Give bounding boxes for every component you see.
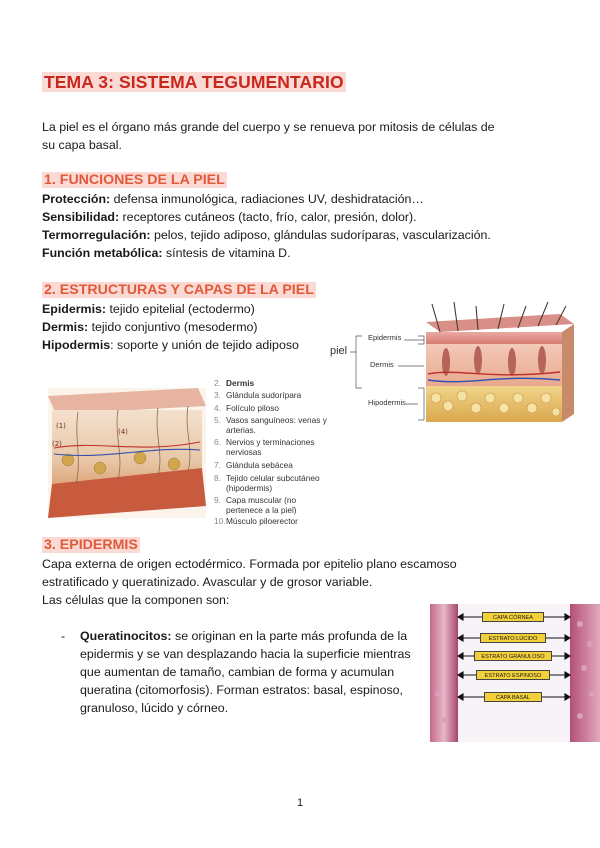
section-1-heading: 1. FUNCIONES DE LA PIEL [44, 172, 225, 188]
skin-layers-illustration [328, 300, 580, 426]
skin-cross-section-illustration [48, 388, 206, 518]
legend-item: pertenece a la piel) [226, 505, 297, 515]
strata-label: ESTRATO ESPINOSO [476, 670, 550, 680]
legend-item: 5. Vasos sanguíneos: venas y [214, 415, 327, 425]
svg-text:(1): (1) [56, 422, 66, 430]
svg-text:(4): (4) [118, 428, 128, 436]
function-item: Sensibilidad: receptores cutáneos (tacto, frío, calor, presión, dolor). [42, 210, 417, 224]
epidermis-text-line: estratificado y queratinizado. Avascular y de grosor variable. [42, 575, 373, 589]
legend-item: 4. Folículo piloso [214, 403, 280, 413]
layer-item: Hipodermis: soporte y unión de tejido adiposo [42, 338, 299, 352]
svg-text:(2): (2) [52, 440, 62, 448]
bullet-line: Queratinocitos: se originan en la parte más profunda de la [80, 629, 408, 643]
legend-item: 3. Glándula sudorípara [214, 390, 302, 400]
legend-item: nerviosas [226, 447, 262, 457]
legend-item: 6. Nervios y terminaciones [214, 437, 315, 447]
diagram-label-piel: piel [330, 345, 348, 357]
section-2-heading: 2. ESTRUCTURAS Y CAPAS DE LA PIEL [44, 282, 314, 298]
legend-item: arterias. [226, 425, 256, 435]
bullet-line: queratina (citomorfosis). Forman estratos: basal, espinoso, [80, 683, 403, 697]
function-item: Función metabólica: síntesis de vitamina D. [42, 246, 291, 260]
diagram-label-dermis: Dermis [370, 360, 394, 369]
epidermis-text-line: Las células que la componen son: [42, 593, 230, 607]
legend-item: 2. Dermis [214, 378, 255, 388]
page-title: TEMA 3: SISTEMA TEGUMENTARIO [44, 72, 344, 92]
layer-item: Epidermis: tejido epitelial (ectodermo) [42, 302, 255, 316]
strata-label: CAPA BASAL [484, 692, 542, 702]
strata-label: ESTRATO LÚCIDO [480, 633, 546, 643]
bullet-line: que aumentan de tamaño, cambian de forma y acumulan [80, 665, 395, 679]
intro-line-2: su capa basal. [42, 138, 122, 152]
epidermis-text-line: Capa externa de origen ectodérmico. Formada por epitelio plano escamoso [42, 557, 457, 571]
epidermis-strata-figure [430, 604, 600, 742]
legend-item: 10.Músculo piloerector [214, 516, 298, 526]
section-3-heading: 3. EPIDERMIS [44, 537, 138, 553]
page-number: 1 [296, 797, 304, 809]
diagram-label-epidermis: Epidermis [368, 333, 402, 342]
bullet-line: epidermis y se van desplazando hacia la superficie mientras [80, 647, 411, 661]
strata-label: ESTRATO GRANULOSO [474, 651, 552, 661]
function-item: Protección: defensa inmunológica, radiaciones UV, deshidratación… [42, 192, 424, 206]
legend-item: 9. Capa muscular (no [214, 495, 297, 505]
function-item: Termorregulación: pelos, tejido adiposo, glándulas sudoríparas, vascularización. [42, 228, 491, 242]
legend-item: 8. Tejido celular subcutáneo [214, 473, 320, 483]
bullet-line: granuloso, lúcido y córneo. [80, 701, 229, 715]
intro-line-1: La piel es el órgano más grande del cuerpo y se renueva por mitosis de células de [42, 120, 495, 134]
legend-item: 7. Glándula sebácea [214, 460, 293, 470]
strata-label: CAPA CÓRNEA [482, 612, 544, 622]
skin-cross-section-drawing [48, 388, 206, 518]
legend-item: (hipodermis) [226, 483, 273, 493]
layer-item: Dermis: tejido conjuntivo (mesodermo) [42, 320, 258, 334]
diagram-label-hipodermis: Hipodermis [368, 398, 406, 407]
bullet-marker: - [61, 629, 66, 643]
skin-layers-diagram [328, 300, 580, 426]
